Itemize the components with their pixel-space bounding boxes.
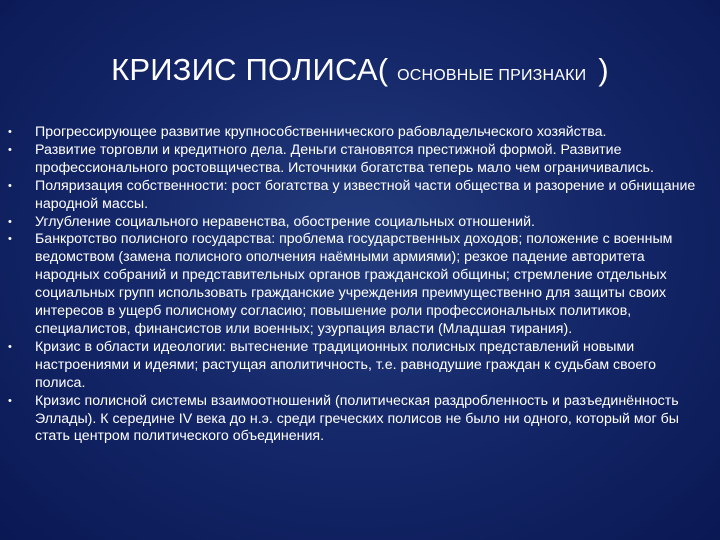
title-close-paren: ) [598, 52, 609, 87]
bullet-item [0, 231, 720, 338]
bullet-dot-icon: • [8, 215, 12, 228]
bullet-item [0, 393, 720, 447]
bullet-text: Развитие торговли и кредитного дела. Деньги становятся престижной формой. Развитие профессионального ростовщичества. Источники богатства теперь мало чем ограничивались. [35, 141, 654, 176]
title-main: КРИЗИС ПОЛИСА( [111, 52, 389, 87]
bullet-text: Кризис в области идеологии: вытеснение традиционных полисных представлений новыми настроениями и идеями; растущая аполитичность, т.е. равнодушие граждан к судьбам своего полиса. [35, 338, 657, 391]
bullet-dot-icon: • [8, 126, 12, 138]
bullet-dot-icon: • [8, 340, 12, 353]
bullet-text: Поляризация собственности: рост богатства у известной части общества и разорение и обнищание народной массы. [35, 177, 696, 212]
bullet-dot-icon: • [8, 143, 12, 156]
title-subtitle: ОСНОВНЫЕ ПРИЗНАКИ [397, 67, 587, 84]
bullet-item [0, 178, 720, 214]
bullet-text: Углубление социального неравенства, обострение социальных отношений. [35, 213, 535, 230]
bullet-item [0, 124, 720, 142]
bullet-list [0, 124, 720, 446]
bullet-dot-icon: • [8, 233, 12, 246]
bullet-item [0, 214, 720, 232]
bullet-dot-icon: • [8, 394, 12, 407]
bullet-text: Прогрессирующее развитие крупнособственнического рабовладельческого хозяйства. [35, 124, 607, 140]
bullet-text: Банкротство полисного государства: проблема государственных доходов; положение с военным ведомством (замена полисного ополчения наёмными армиями); резкое падение авторитета народных собраний и представительных органов гражданской общины; стремление отдельных социальных групп использовать гражданские учреждения преимущественно для защиты своих интересов в ущерб полисному согласию; повышение роли профессиональных политиков, специалистов, финансистов или военных; узурпация власти (Младшая тирания). [35, 231, 673, 337]
bullet-item [0, 142, 720, 178]
bullet-dot-icon: • [8, 179, 12, 192]
slide-title [0, 50, 720, 96]
bullet-text: Кризис полисной системы взаимоотношений (политическая раздробленность и разъединённость Эллады). К середине IV века до н.э. среди греческих полисов не было ни одного, который мог бы стать центром политического объединения. [35, 392, 679, 445]
bullet-item [0, 339, 720, 393]
